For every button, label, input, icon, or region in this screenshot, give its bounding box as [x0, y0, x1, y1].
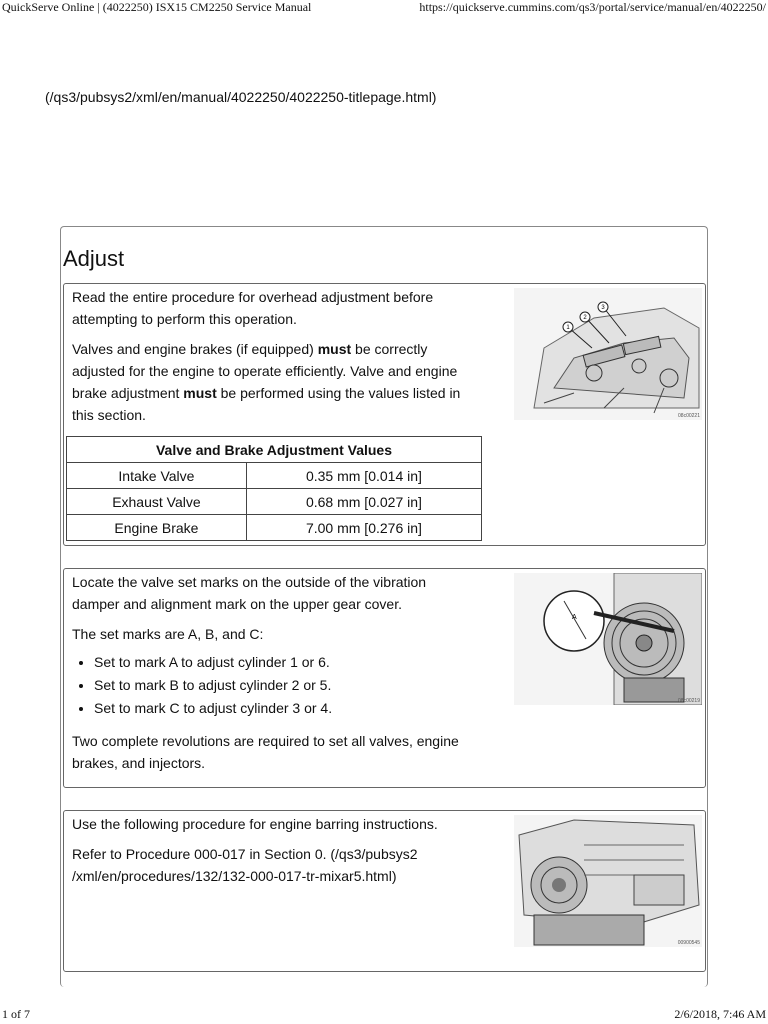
emphasis-must: must: [317, 341, 352, 357]
overhead-adjustment-figure: [514, 288, 702, 420]
set-marks-list: [72, 651, 467, 720]
list-item: • Set to mark A to adjust cylinder 1 or 6.: [94, 651, 467, 674]
damper-illustration: [514, 573, 702, 705]
step-1-p2-part-a: Valves and engine brakes (if equipped): [72, 341, 318, 357]
step-3-panel: [63, 810, 706, 972]
step-1-text: [72, 286, 467, 434]
figure-code: 08c00219: [678, 698, 700, 704]
engine-barring-illustration: [514, 815, 702, 947]
step-2-panel: [63, 568, 706, 788]
step-2-paragraph-3: Two complete revolutions are required to set all valves, engine brakes, and injectors.: [72, 733, 459, 771]
table-cell-value: 7.00 mm [0.276 in]: [246, 515, 481, 541]
table-cell-name: Intake Valve: [67, 463, 247, 489]
table-row: [67, 489, 482, 515]
engine-barring-figure: [514, 815, 702, 947]
step-1-p2-part-c: be performed using the values listed in this section.: [72, 385, 461, 423]
page-number: 1 of 7: [2, 1007, 30, 1021]
adjustment-values-table: [66, 436, 482, 541]
table-title: Valve and Brake Adjustment Values: [67, 437, 482, 463]
table-row: [67, 515, 482, 541]
step-2-paragraph-1: Locate the valve set marks on the outside of the vibration damper and alignment mark on the upper gear cover.: [72, 574, 427, 612]
step-1-p2-part-b: be correctly adjusted for the engine to operate efficiently. Valve and engine brake adjustment: [72, 341, 458, 401]
vibration-damper-figure: [514, 573, 702, 705]
figure-code: 00900545: [677, 940, 700, 946]
section-title: Adjust: [63, 246, 125, 271]
table-row: [67, 463, 482, 489]
step-3-paragraph-2[interactable]: Refer to Procedure 000-017 in Section 0. (/qs3/pubsys2 /xml/en/procedures/132/132-000-017-tr-mixar5.html): [72, 846, 418, 884]
callout-1: 1: [566, 325, 570, 331]
step-3-paragraph-1: Use the following procedure for engine barring instructions.: [72, 816, 438, 832]
table-cell-value: 0.35 mm [0.014 in]: [246, 463, 481, 489]
table-cell-name: Exhaust Valve: [67, 489, 247, 515]
figure-code: 08c00221: [678, 413, 700, 419]
emphasis-must: must: [183, 385, 217, 401]
callout-2: 2: [583, 315, 587, 321]
table-cell-value: 0.68 mm [0.027 in]: [246, 489, 481, 515]
step-1-panel: [63, 283, 706, 546]
step-2-paragraph-2: The set marks are A, B, and C:: [72, 626, 264, 642]
list-item: • Set to mark B to adjust cylinder 2 or 5.: [94, 674, 467, 697]
engine-overhead-illustration: [514, 288, 702, 420]
callout-3: 3: [601, 305, 605, 311]
step-1-paragraph-2: [72, 338, 467, 426]
step-3-text: [72, 813, 467, 895]
step-2-text: [72, 571, 467, 782]
print-timestamp: 2/6/2018, 7:46 AM: [674, 1007, 766, 1021]
list-item: • Set to mark C to adjust cylinder 3 or 4.: [94, 697, 467, 720]
step-1-paragraph-1: Read the entire procedure for overhead adjustment before attempting to perform this operation.: [72, 289, 434, 327]
page-header-title: QuickServe Online | (4022250) ISX15 CM2250 Service Manual: [2, 0, 312, 14]
titlepage-link[interactable]: (/qs3/pubsys2/xml/en/manual/4022250/4022250-titlepage.html): [45, 89, 437, 105]
page-header-url[interactable]: https://quickserve.cummins.com/qs3/portal/service/manual/en/4022250/: [419, 0, 766, 14]
mark-label: A: [572, 614, 577, 621]
table-cell-name: Engine Brake: [67, 515, 247, 541]
